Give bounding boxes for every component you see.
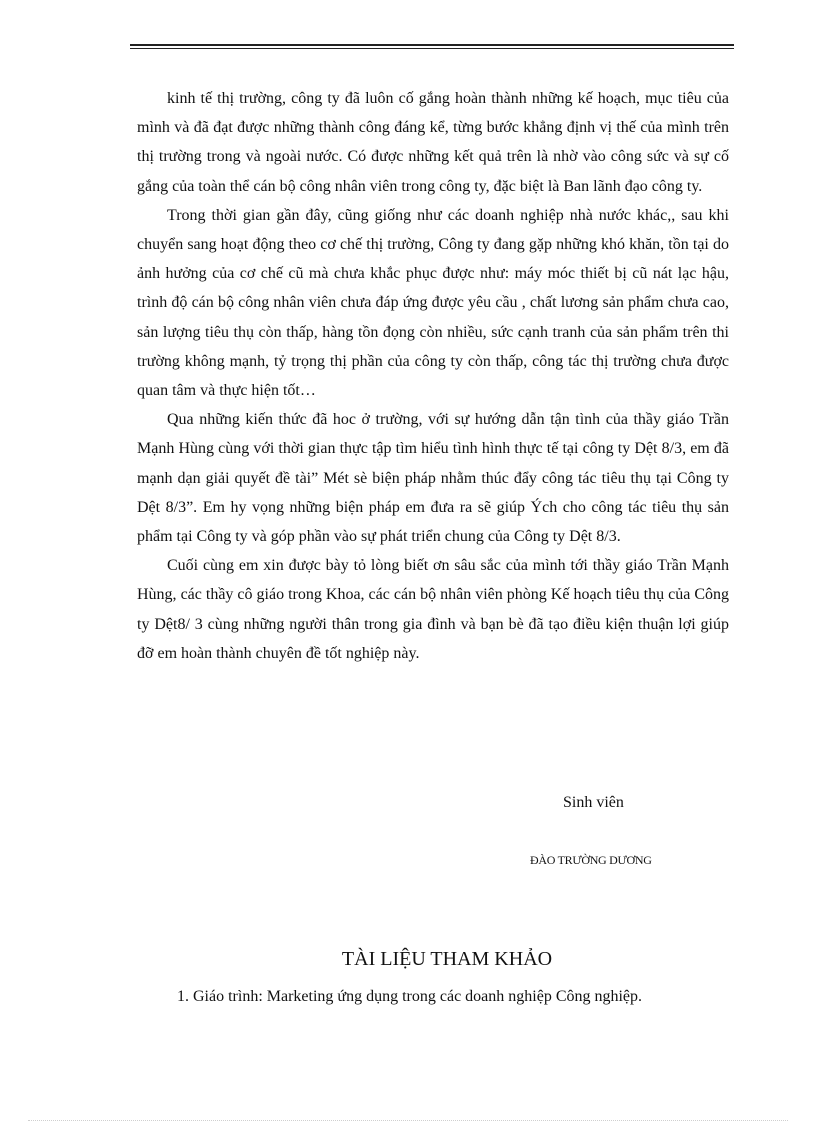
header-double-rule: [130, 44, 734, 49]
signature-name: ĐÀO TRƯỜNG DƯƠNG: [530, 853, 652, 867]
paragraph-2: Trong thời gian gần đây, cũng giống như các doanh nghiệp nhà nước khác,, sau khi chuyển sang hoạt động theo cơ chế thị trường, Công ty đang gặp những khó khăn, tồn tại do ảnh hưởng của cơ chế cũ mà chưa khắc phục được như: máy móc thiết bị cũ nát lạc hậu, trình độ cán bộ công nhân viên chưa đáp ứng được yêu cầu , chất lương sản phẩm chưa cao, sản lượng tiêu thụ còn thấp, hàng tồn đọng còn nhiều, sức cạnh tranh của sản phẩm trên thi trường không mạnh, tỷ trọng thị phần của công ty còn thấp, công tác thị trường chưa được quan tâm và thực hiện tốt…: [137, 206, 729, 400]
reference-item: 1. Giáo trình: Marketing ứng dụng trong các doanh nghiệp Công nghiệp.: [177, 988, 643, 1005]
signoff-label: Sinh viên: [563, 794, 624, 811]
paragraph-4: Cuối cùng em xin được bày tỏ lòng biết ơn sâu sắc của mình tới thầy giáo Trần Mạnh Hùng, các thầy cô giáo trong Khoa, các cán bộ nhân viên phòng Kế hoạch tiêu thụ của Công ty Dệt8/ 3 cùng những người thân trong gia đình và bạn bè đã tạo điều kiện thuận lợi giúp đỡ em hoàn thành chuyên đề tốt nghiệp này.: [137, 557, 729, 662]
footer-rule: [28, 1120, 788, 1121]
paragraph-3: Qua những kiến thức đã hoc ở trường, với sự hướng dẫn tận tình của thầy giáo Trần Mạnh Hùng cùng với thời gian thực tập tìm hiểu tình hình thực tế tại công ty Dệt 8/3, em đã mạnh dạn giải quyết đề tài” Mét sè biện pháp nhằm thúc đẩy công tác tiêu thụ tại Công ty Dệt 8/3”. Em hy vọng những biện pháp em đưa ra sẽ giúp Ých cho công tác tiêu thụ sản phẩm tại Công ty và góp phần vào sự phát triển chung của Công ty Dệt 8/3.: [137, 411, 729, 546]
paragraph-1: kinh tế thị trường, công ty đã luôn cố gắng hoàn thành những kế hoạch, mục tiêu của mình và đã đạt được những thành công đáng kể, từng bước khẳng định vị thế của mình trên thị trường trong và ngoài nước. Có được những kết quả trên là nhờ vào công sức và sự cố gắng của toàn thể cán bộ công nhân viên trong công ty, đặc biệt là Ban lãnh đạo công ty.: [137, 90, 729, 195]
references-heading: TÀI LIỆU THAM KHẢO: [341, 948, 553, 970]
body-text: [137, 84, 729, 668]
